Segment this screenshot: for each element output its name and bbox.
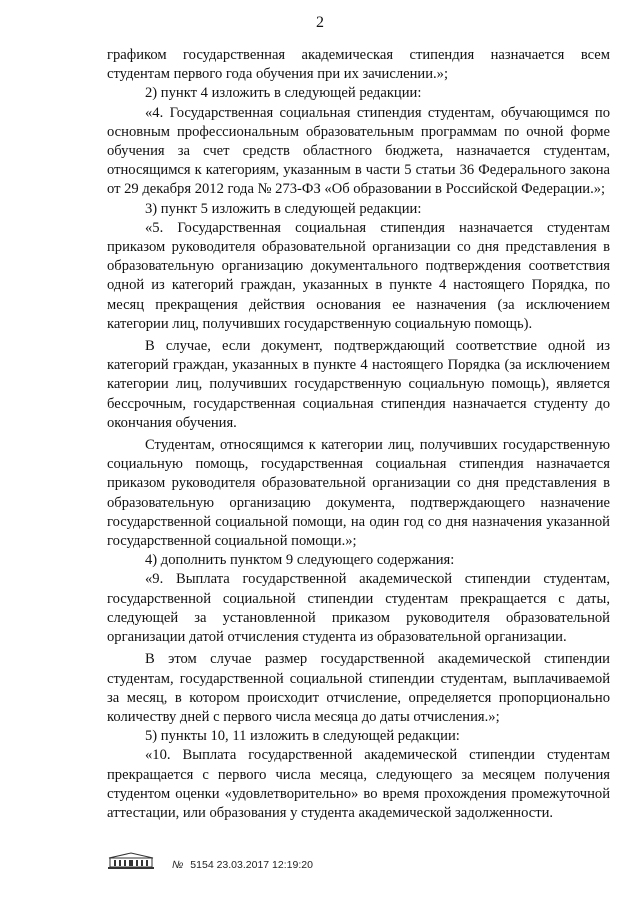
paragraph: Студентам, относящимся к категории лиц, получивших государственную социальную помощь, государственная социальная стипендия назначается приказом руководителя образовательной организации со дня представления в образовательную организацию документа, подтверждающего назначение государственной социальной помощи, на один год со дня назначения указанной государственной социальной помощи.»;: [107, 437, 610, 550]
paragraph: графиком государственная академическая стипендия назначается всем студентам первого года обучения при их зачислении.»;: [107, 47, 610, 83]
paragraph: 2) пункт 4 изложить в следующей редакции:: [145, 85, 422, 102]
paragraph: В этом случае размер государственной академической стипендии студентам, государственной социальной стипендии студентам, выплачиваемой за месяц, в котором происходит отчисление, определяется пропорционально количеству дней с первого числа месяца до даты отчисления.»;: [107, 651, 610, 725]
footer-registration: [172, 859, 313, 871]
paragraph: «4. Государственная социальная стипендия студентам, обучающимся по основным профессиональным образовательным программам по очной форме обучения за счет средств областного бюджета, назначается студентам, относящимся к категориям, указанным в части 5 статьи 36 Федерального закона от 29 декабря 2012 года № 273-ФЗ «Об образовании в Российской Федерации.»;: [107, 104, 610, 198]
paragraph: 5) пункты 10, 11 изложить в следующей редакции:: [145, 728, 460, 745]
document-body: [107, 46, 610, 823]
number-sign: №: [172, 859, 184, 871]
paragraph: «5. Государственная социальная стипендия назначается студентам приказом руководителя образовательной организации со дня представления в образовательную организацию документального подтверждения соответствия одной из категорий граждан, указанных в пункте 4 настоящего Порядка, по месяц прекращения действия основания ее назначения (за исключением категории лиц, получивших государственную социальную помощь).: [107, 219, 610, 332]
paragraph: «9. Выплата государственной академической стипендии студентам, государственной социальной стипендии студентам прекращается с даты, следующей за установленной приказом руководителя образовательной организации датой отчисления студента из образовательной организации.: [107, 571, 610, 646]
paragraph: В случае, если документ, подтверждающий соответствие одной из категорий граждан, указанных в пункте 4 настоящего Порядка (за исключением категории лиц, получивших государственную социальную помощь), является бессрочным, государственная социальная стипендия назначается студенту до окончания обучения.: [107, 338, 610, 431]
doc-number: 5154: [190, 859, 214, 871]
paragraph: 4) дополнить пунктом 9 следующего содержания:: [145, 552, 455, 569]
page-number: 2: [316, 14, 324, 31]
paragraph: «10. Выплата государственной академической стипендии студентам прекращается с первого числа месяца, следующего за месяцем получения студентом оценки «удовлетворительно» во время прохождения промежуточной аттестации, или образования у студента академической задолженности.: [107, 747, 610, 821]
timestamp: 23.03.2017 12:19:20: [216, 859, 313, 871]
paragraph: 3) пункт 5 изложить в следующей редакции:: [145, 200, 422, 217]
building-logo-icon: [107, 852, 155, 871]
